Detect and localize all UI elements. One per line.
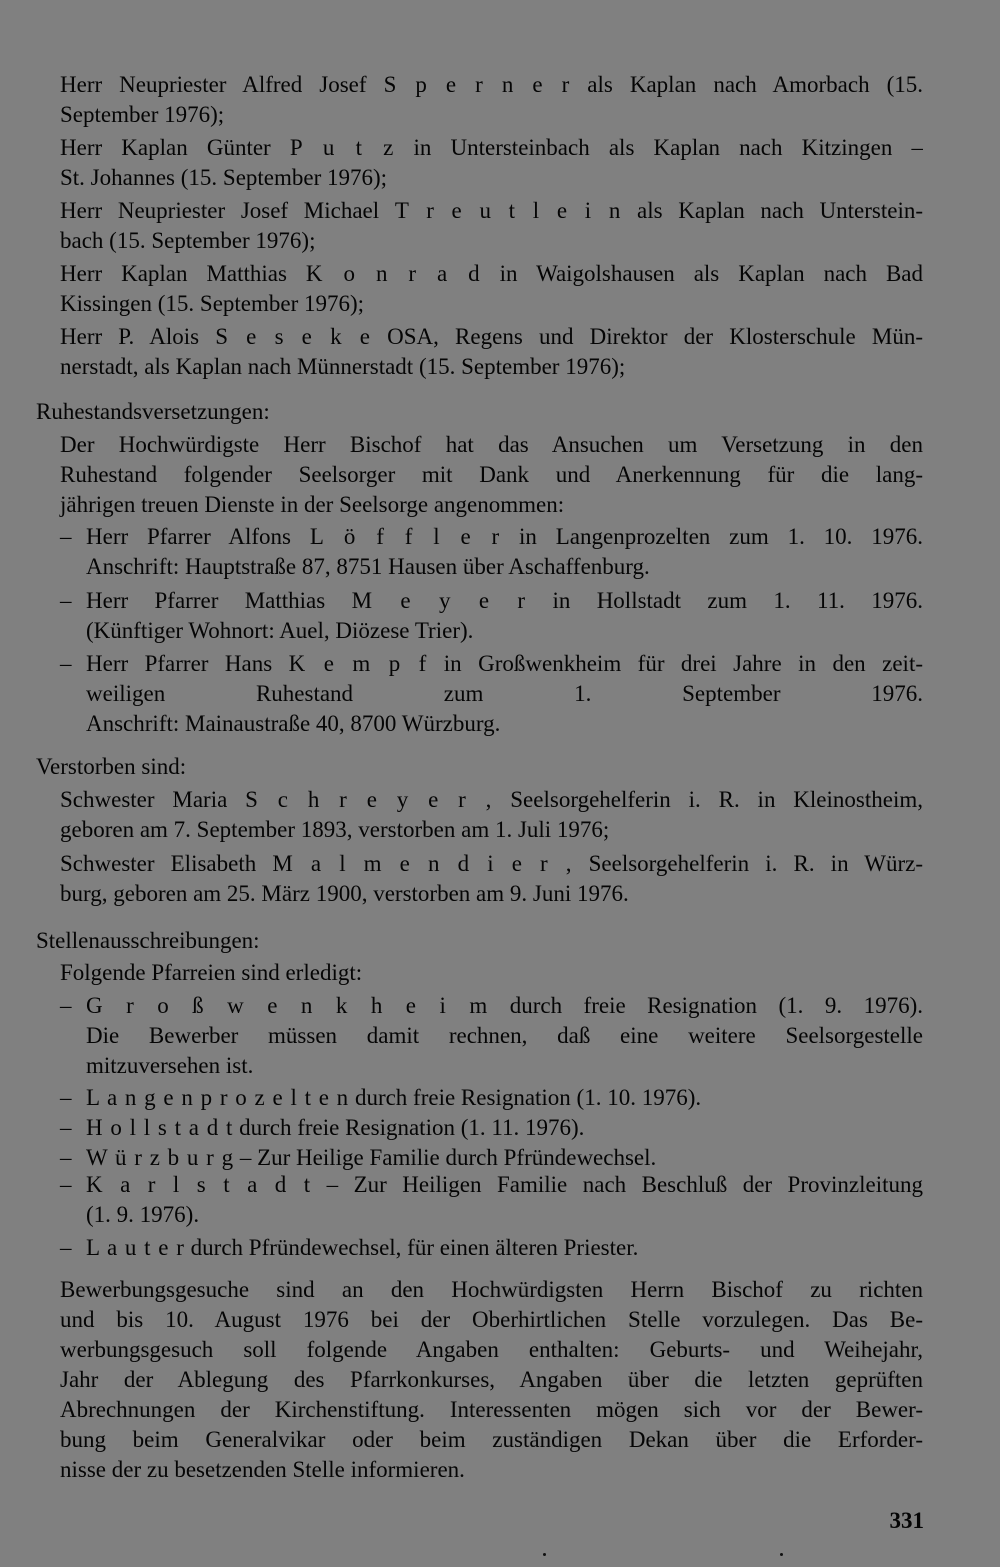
list-item-body (86, 649, 923, 739)
text-run: St. Johannes (15. September 1976); (60, 165, 388, 190)
text-run: Die Bewerber müssen damit rechnen, daß eine weitere Seelsorgestelle (86, 1023, 923, 1048)
text-run: burg, geboren am 25. März 1900, verstorben am 9. Juni 1976. (60, 881, 629, 906)
text-line (60, 196, 923, 226)
text-run: bung beim Generalvikar oder beim zuständigen Dekan über die Erforder- (60, 1427, 923, 1452)
bullet-dash: – (60, 1145, 72, 1170)
text-run: durch Pfründewechsel, für einen älteren Priester. (184, 1235, 639, 1260)
text-line (86, 522, 923, 552)
list-item-body (86, 522, 923, 582)
text-line (86, 709, 923, 739)
list-item (60, 785, 923, 845)
text-line (60, 1335, 923, 1365)
spaced-name: K a r l s t a d t (86, 1172, 312, 1197)
text-line (86, 1113, 923, 1143)
list-item-body (86, 1083, 923, 1113)
appointment-entry (60, 322, 923, 382)
text-line (86, 679, 923, 709)
text-line (86, 1021, 923, 1051)
text-line (60, 259, 923, 289)
text-line (60, 70, 923, 100)
text-line (60, 1425, 923, 1455)
appointment-entry (60, 70, 923, 130)
text-line (86, 586, 923, 616)
text-run: OSA, Regens und Direktor der Klosterschule Mün- (370, 324, 923, 349)
text-run: weiligen Ruhestand zum 1. September 1976. (86, 681, 923, 706)
bullet-dash: – (60, 588, 72, 613)
text-run: jährigen treuen Dienste in der Seelsorge angenommen: (60, 492, 565, 517)
text-run: und bis 10. August 1976 bei der Oberhirtlichen Stelle vorzulegen. Das Be- (60, 1307, 923, 1332)
spaced-name: M e y e r (351, 588, 527, 613)
page-number: 331 (889, 1508, 924, 1533)
text-line (60, 226, 923, 256)
text-line (60, 785, 923, 815)
text-run: (Künftiger Wohnort: Auel, Diözese Trier). (86, 618, 474, 643)
text-line (60, 490, 923, 520)
spaced-name: H o l l s t a d t (86, 1115, 234, 1140)
text-run: in Langenprozelten zum 1. 10. 1976. (500, 524, 923, 549)
appointment-entry (60, 196, 923, 256)
text-run: Herr P. Alois (60, 324, 216, 349)
text-run: Herr Pfarrer Hans (86, 651, 289, 676)
text-line (86, 991, 923, 1021)
appointment-entry (60, 133, 923, 193)
text-run: als Kaplan nach Unterstein- (621, 198, 923, 223)
text-run: als Kaplan nach Amorbach (15. (570, 72, 923, 97)
text-run: Abrechnungen der Kirchenstiftung. Interessenten mögen sich vor der Bewer- (60, 1397, 923, 1422)
text-run: Bewerbungsgesuche sind an den Hochwürdigsten Herrn Bischof zu richten (60, 1277, 923, 1302)
list-item-body (86, 991, 923, 1081)
text-line (60, 1305, 923, 1335)
text-run: Ruhestand folgender Seelsorger mit Dank und Anerkennung für die lang- (60, 462, 923, 487)
text-run: Schwester Maria (60, 787, 246, 812)
text-line (86, 552, 923, 582)
list-item-body (86, 1143, 923, 1173)
text-line (60, 879, 923, 909)
list-item-body (86, 1170, 923, 1230)
text-line (60, 289, 923, 319)
text-run: in Untersteinbach als Kaplan nach Kitzingen – (394, 135, 923, 160)
text-run: nerstadt, als Kaplan nach Münnerstadt (15. September 1976); (60, 354, 626, 379)
text-run: durch freie Resignation (1. 11. 1976). (233, 1115, 585, 1140)
bullet-dash: – (60, 1115, 72, 1140)
retirement-intro (60, 430, 923, 520)
text-run: Anschrift: Mainaustraße 40, 8700 Würzburg. (86, 711, 501, 736)
bullet-dash: – (60, 524, 72, 549)
text-run: Herr Pfarrer Matthias (86, 588, 352, 613)
text-line (60, 815, 923, 845)
spaced-name: G r o ß w e n k h e i m (86, 993, 489, 1018)
text-line (60, 352, 923, 382)
text-line (60, 1395, 923, 1425)
text-run: Herr Kaplan Matthias (60, 261, 306, 286)
bullet-dash: – (60, 1235, 72, 1260)
spaced-name: M a l m e n d i e r , (272, 851, 573, 876)
list-item-body (86, 586, 923, 646)
vacancies-heading: Stellenausschreibungen: (36, 928, 260, 953)
spaced-name: P u t z (289, 135, 395, 160)
text-line (86, 1233, 923, 1263)
text-run: Seelsorgehelferin i. R. in Kleinostheim, (492, 787, 923, 812)
bullet-dash: – (60, 1085, 72, 1110)
text-line (60, 460, 923, 490)
spaced-name: L a n g e n p r o z e l t e n (86, 1085, 350, 1110)
text-run: – Zur Heilige Familie durch Pfründewechsel. (234, 1145, 657, 1170)
text-run: in Großwenkheim für drei Jahre in den zeit- (427, 651, 923, 676)
text-run: Herr Pfarrer Alfons (86, 524, 310, 549)
text-run: Herr Kaplan Günter (60, 135, 290, 160)
text-line (60, 100, 923, 130)
text-line (60, 163, 923, 193)
text-line (60, 133, 923, 163)
text-run: nisse der zu besetzenden Stelle informieren. (60, 1457, 465, 1482)
text-run: durch freie Resignation (1. 9. 1976). (488, 993, 923, 1018)
scan-speck (780, 1553, 783, 1556)
text-line (86, 616, 923, 646)
spaced-name: S e s e k e (215, 324, 371, 349)
text-line (60, 1365, 923, 1395)
text-run: in Hollstadt zum 1. 11. 1976. (526, 588, 923, 613)
text-run: durch freie Resignation (1. 10. 1976). (349, 1085, 702, 1110)
text-run: September 1976); (60, 102, 225, 127)
text-run: Jahr der Ablegung des Pfarrkonkurses, Angaben über die letzten geprüften (60, 1367, 923, 1392)
text-line (60, 322, 923, 352)
spaced-name: L ö f f l e r (309, 524, 501, 549)
list-item (60, 849, 923, 909)
text-line (60, 430, 923, 460)
text-run: Herr Neupriester Alfred Josef (60, 72, 384, 97)
closing-paragraph (60, 1275, 923, 1485)
retirement-heading: Ruhestandsversetzungen: (36, 399, 270, 424)
text-run: Anschrift: Hauptstraße 87, 8751 Hausen über Aschaffenburg. (86, 554, 650, 579)
list-item-body (86, 1233, 923, 1263)
text-run: Kissingen (15. September 1976); (60, 291, 365, 316)
text-run: in Waigolshausen als Kaplan nach Bad (480, 261, 923, 286)
text-run: Schwester Elisabeth (60, 851, 273, 876)
vacancies-intro: Folgende Pfarreien sind erledigt: (60, 960, 363, 985)
text-line (86, 1143, 923, 1173)
spaced-name: S c h r e y e r , (245, 787, 493, 812)
bullet-dash: – (60, 651, 72, 676)
spaced-name: K e m p f (288, 651, 428, 676)
spaced-name: K o n r a d (305, 261, 481, 286)
text-run: (1. 9. 1976). (86, 1202, 200, 1227)
bullet-dash: – (60, 1172, 72, 1197)
text-run: Der Hochwürdigste Herr Bischof hat das Ansuchen um Versetzung in den (60, 432, 923, 457)
text-line (86, 1200, 923, 1230)
spaced-name: L a u t e r (86, 1235, 185, 1260)
deceased-heading: Verstorben sind: (36, 754, 187, 779)
scan-speck (543, 1553, 546, 1556)
spaced-name: T r e u t l e i n (394, 198, 622, 223)
text-run: bach (15. September 1976); (60, 228, 316, 253)
text-line (86, 1051, 923, 1081)
text-run: Herr Neupriester Josef Michael (60, 198, 395, 223)
text-run: werbungsgesuch soll folgende Angaben enthalten: Geburts- und Weihejahr, (60, 1337, 923, 1362)
bullet-dash: – (60, 993, 72, 1018)
text-run: mitzuversehen ist. (86, 1053, 254, 1078)
appointment-entry (60, 259, 923, 319)
text-line (86, 1083, 923, 1113)
spaced-name: S p e r n e r (383, 72, 571, 97)
text-line (60, 1275, 923, 1305)
text-run: – Zur Heiligen Familie nach Beschluß der Provinzleitung (311, 1172, 923, 1197)
text-line (86, 1170, 923, 1200)
text-run: Seelsorgehelferin i. R. in Würz- (572, 851, 923, 876)
text-line (60, 849, 923, 879)
list-item-body (86, 1113, 923, 1143)
text-line (60, 1455, 923, 1485)
text-line (86, 649, 923, 679)
text-run: geboren am 7. September 1893, verstorben am 1. Juli 1976; (60, 817, 610, 842)
spaced-name: W ü r z b u r g (86, 1145, 235, 1170)
